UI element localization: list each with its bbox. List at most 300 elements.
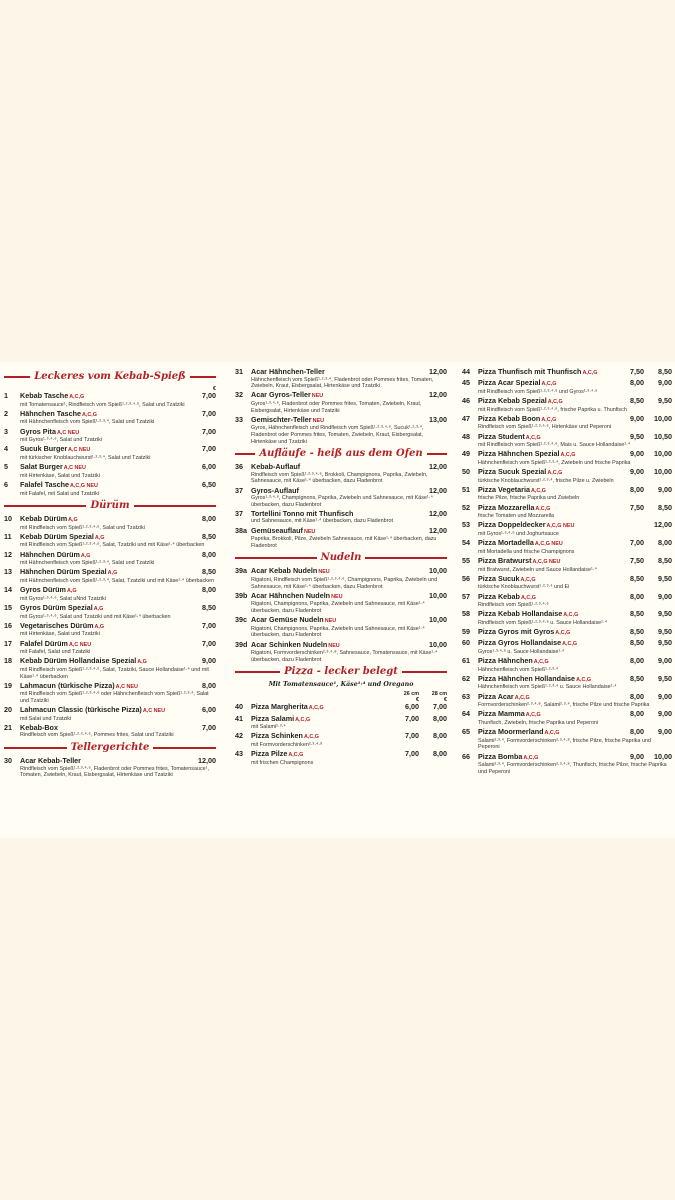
item-name: Lahmacun (türkische Pizza) (20, 681, 115, 690)
item-number: 14 (4, 585, 12, 595)
menu-item-row (462, 639, 672, 649)
item-price: 8,50 (630, 573, 644, 583)
menu-item (462, 415, 672, 431)
item-tag: NEU (311, 393, 324, 400)
item-price: 7,00 (405, 731, 419, 741)
item-price: 8,00 (202, 549, 216, 559)
item-tag: A,G (94, 623, 105, 630)
item-name: Gemüseauflauf (251, 526, 303, 535)
item-tag: A,C,G (547, 470, 563, 477)
item-name-wrap (20, 551, 188, 561)
menu-item (4, 586, 216, 602)
item-name: Pizza Bomba (478, 752, 523, 761)
item-description: mit Bratwurst, Zwiebeln und Sauce Hollandaise¹·⁴ (478, 566, 597, 573)
item-price-large: 8,00 (433, 713, 447, 723)
item-name: Acar Hähnchen-Teller (251, 368, 325, 376)
item-price-large: 9,50 (658, 673, 672, 683)
price-header-a: € (416, 697, 419, 704)
menu-item (462, 610, 672, 626)
menu-item-row (4, 392, 216, 402)
item-description: Hähnchenfleisch vom Spieß¹·²·³·⁴ u. Sauce Hollandaise¹·⁴ (478, 684, 617, 691)
menu-item (235, 487, 447, 509)
item-description: mit Mortadella und frische Champignons (478, 548, 575, 555)
item-number: 15 (4, 603, 12, 612)
section-header (235, 666, 447, 677)
item-name-wrap (478, 415, 616, 425)
item-name-wrap (478, 639, 616, 649)
menu-item-row (4, 445, 216, 455)
menu-item-row (4, 604, 216, 614)
menu-item-row (462, 486, 672, 496)
item-price: 9,00 (202, 656, 216, 666)
item-name-wrap (251, 592, 419, 602)
item-tag: A,C,G (520, 594, 536, 601)
item-tag: A,C,G (563, 612, 579, 619)
item-name-wrap (478, 710, 616, 720)
item-name-wrap (20, 586, 188, 596)
item-price: 8,00 (630, 591, 644, 601)
item-number: 49 (462, 449, 470, 459)
section-rule-right (190, 376, 216, 378)
item-name: Acar Gyros-Teller (251, 391, 311, 400)
item-name: Pizza Kebab Hollandaise (478, 610, 563, 619)
item-description: mit Hirtenkäse, Salat und Tzatziki (20, 631, 100, 638)
item-name-wrap (20, 604, 188, 614)
item-number: 65 (462, 727, 470, 737)
item-price: 12,00 (429, 525, 447, 535)
item-name-wrap (20, 724, 188, 733)
menu-item (235, 641, 447, 664)
item-number: 19 (4, 680, 12, 690)
item-name-wrap (478, 753, 616, 763)
item-number: 12 (4, 549, 12, 559)
item-price-large: 8,50 (658, 502, 672, 512)
item-name: Kebab Dürüm (20, 515, 68, 524)
menu-item (462, 657, 672, 673)
menu-item (4, 481, 216, 497)
top-blank-area (0, 0, 675, 362)
menu-column-1 (4, 368, 216, 780)
item-name-wrap (20, 410, 188, 420)
item-price: 8,50 (630, 673, 644, 683)
item-name: Pizza Sucuk Spezial (478, 468, 547, 477)
menu-item (235, 567, 447, 590)
item-price: 8,50 (630, 609, 644, 619)
item-name: Gyros Pita (20, 427, 56, 436)
item-name-wrap (251, 463, 419, 472)
item-tag: A,C,G (308, 705, 324, 712)
item-tag: A,G (80, 552, 91, 559)
item-description: mit Formvorderschinken²·³·⁴·⁸ (251, 741, 323, 748)
item-name-wrap (478, 610, 616, 620)
menu-item (235, 616, 447, 639)
item-name-wrap (20, 481, 188, 491)
item-tag: A,G (94, 534, 105, 541)
item-tag: A,C,G (295, 716, 311, 723)
item-price: 9,00 (630, 413, 644, 423)
item-price-large: 7,00 (433, 702, 447, 712)
item-price-large: 9,00 (658, 691, 672, 701)
menu-item-row (235, 368, 447, 377)
item-name: Lahmacun Classic (türkische Pizza) (20, 706, 142, 715)
menu-item (235, 592, 447, 615)
menu-item (235, 391, 447, 414)
item-description: mit Gyros¹·³·⁴·⁶ und Joghurtsauce (478, 531, 559, 538)
item-price: 8,00 (630, 727, 644, 737)
menu-item (235, 416, 447, 445)
item-name: Pizza Kebab (478, 592, 520, 601)
item-price-large: 10,00 (654, 449, 672, 459)
section-rule-left (235, 453, 255, 455)
menu-item (235, 750, 447, 766)
item-description: frische Tomaten und Mozzarella (478, 513, 555, 520)
item-number: 62 (462, 673, 470, 683)
item-name: Pizza Salami (251, 714, 295, 723)
item-price-large: 9,50 (658, 627, 672, 637)
section-title: Leckeres vom Kebab-Spieß (34, 371, 186, 382)
menu-item-row (235, 703, 447, 713)
item-tag: A,C,G (562, 641, 578, 648)
menu-item (462, 628, 672, 638)
item-price: 6,00 (405, 702, 419, 712)
item-number: 63 (462, 691, 470, 701)
item-price: 12,00 (429, 485, 447, 495)
item-description: mit Hähnchenfleisch vom Spieß¹·²·³·⁴, Salat, Tzatziki und mit Käse¹·⁴ überbacken (20, 578, 214, 585)
item-name: Kebab Dürüm Hollandaise Spezial (20, 657, 137, 666)
section-rule-left (4, 376, 30, 378)
item-name: Pizza Sucuk (478, 574, 520, 583)
item-tag: A,C,G (288, 752, 304, 759)
menu-item (462, 368, 672, 378)
item-description: mit Gyros¹·³·⁴·⁶, Salat und Tzatziki und mit Käse¹·⁴ überbacken (20, 613, 171, 620)
item-price: 10,00 (429, 590, 447, 600)
item-name-wrap (478, 557, 616, 567)
menu-item (235, 732, 447, 748)
item-name: Acar Kebab-Teller (20, 757, 81, 766)
item-name-wrap (251, 391, 419, 401)
item-tag: A,C,G NEU (546, 523, 575, 530)
item-number: 39d (235, 639, 248, 649)
item-price: 8,00 (630, 691, 644, 701)
item-description: mit Falafel, mit Salat und Tzatziki (20, 490, 99, 497)
item-price-large: 9,50 (658, 573, 672, 583)
menu-item-row (235, 641, 447, 651)
item-name-wrap (251, 616, 419, 626)
item-description: mit Rindfleisch vom Spieß¹·²·³·⁴·⁶, frische Paprika u. Thunfisch (478, 406, 627, 413)
item-number: 52 (462, 502, 470, 512)
menu-item-row (462, 539, 672, 549)
item-number: 33 (235, 414, 243, 424)
item-price: 7,00 (630, 538, 644, 548)
item-name: Gyros Dürüm Spezial (20, 604, 93, 612)
item-price: 7,00 (202, 444, 216, 454)
item-description: Rigatoni, Rindfleisch vom Spieß¹·²·³·⁴·⁶, Champignons, Paprika, Zwiebeln und Sahnesauce, mit Käse¹·⁴ überbacken, dazu Fladenbrot (251, 577, 438, 590)
menu-item (462, 521, 672, 537)
menu-item-row (462, 368, 672, 378)
menu-item-row (462, 521, 672, 531)
item-tag: A,C,G (547, 398, 563, 405)
item-tag: A,C,G (514, 694, 530, 701)
item-number: 3 (4, 426, 8, 436)
item-price: 10,00 (429, 639, 447, 649)
item-name-wrap (478, 521, 616, 531)
item-tag: A,C,G (541, 381, 557, 388)
item-number: 40 (235, 702, 243, 712)
section-header (235, 448, 447, 459)
item-description: mit Hähnchenfleisch vom Spieß¹·²·³·⁴, Salat und Tzatziki (20, 560, 155, 567)
item-name: Pizza Margherita (251, 703, 308, 712)
item-number: 37 (235, 485, 243, 495)
item-name: Pizza Pilze (251, 750, 288, 759)
bottom-blank-area (0, 838, 675, 1200)
item-tag: A,C,G (555, 630, 571, 637)
item-name: Vegetarisches Dürüm (20, 621, 94, 630)
item-price: 7,00 (202, 408, 216, 418)
item-number: 39a (235, 566, 247, 576)
item-number: 47 (462, 413, 470, 423)
item-name-wrap (478, 379, 616, 389)
menu-column-2 (235, 368, 447, 768)
menu-item-row (462, 657, 672, 667)
menu-item-row (4, 724, 216, 733)
item-description: Formvorderschinken²·³·⁴·⁸, Salami²·³·⁴, frische Pilze und frische Paprika (478, 702, 650, 709)
item-description: Rindfleisch vom Spieß¹·²·³·⁴·⁶, Brokkoli, Champignons, Paprika, Zwiebeln, Sahnesauce, mit Käse¹·⁴ überbacken, dazu Fladenbrot (251, 471, 428, 485)
menu-item (4, 515, 216, 531)
item-price: 7,00 (202, 426, 216, 436)
item-price: 7,00 (405, 713, 419, 723)
item-tag: NEU (312, 417, 324, 424)
menu-item (4, 463, 216, 479)
item-name: Acar Hähnchen Nudeln (251, 591, 331, 600)
item-name-wrap (251, 703, 391, 713)
item-name-wrap (478, 368, 616, 378)
item-tag: A,C,G (544, 730, 560, 737)
item-number: 58 (462, 609, 470, 619)
item-number: 36 (235, 462, 243, 472)
menu-item-row (462, 397, 672, 407)
menu-item (462, 593, 672, 609)
menu-item-row (235, 592, 447, 602)
menu-item (462, 728, 672, 751)
menu-item (235, 703, 447, 713)
item-price: 8,50 (202, 567, 216, 577)
item-name: Hähnchen Dürüm Spezial (20, 568, 107, 577)
menu-item (235, 510, 447, 525)
item-price-large: 10,00 (654, 751, 672, 761)
item-description: mit frischen Champignons (251, 759, 314, 766)
menu-item-row (235, 616, 447, 626)
item-tag: NEU (324, 618, 337, 625)
item-name-wrap (20, 428, 188, 438)
item-price: 8,00 (630, 709, 644, 719)
item-name-wrap (478, 504, 616, 514)
menu-item-row (462, 468, 672, 478)
item-name: Acar Schinken Nudeln (251, 640, 328, 649)
item-tag: A,C,G (520, 576, 536, 583)
section-title: Dürüm (90, 500, 130, 512)
menu-item-row (4, 551, 216, 561)
item-name: Pizza Kebab Boon (478, 414, 541, 423)
menu-item (235, 368, 447, 390)
item-name-wrap (20, 392, 188, 402)
item-name-wrap (478, 628, 616, 638)
item-description: Gyros, Hähnchenfleisch und Rindfleisch vom Spieß¹·²·³·⁴·⁶, Sucuk¹·²·³·⁴, Fladenbrot oder Pommes frites, Tomaten, Zwiebeln, Kraut, Eisbergsalat, Hirtenkäse und Tzatziki (251, 425, 424, 445)
item-number: 42 (235, 731, 243, 741)
item-description: Gyros¹·³·⁴·⁶, Champignons, Paprika, Zwiebeln und Sahnesauce, mit Käse¹·⁴ überbacken, dazu Fladenbrot (251, 495, 433, 508)
item-number: 10 (4, 514, 12, 524)
section-title: Aufläufe - heiß aus dem Ofen (259, 448, 423, 460)
item-name: Falafel Tasche (20, 480, 70, 489)
item-tag: A,C,G (303, 734, 319, 741)
item-description: Thunfisch, Zwiebeln, frische Paprika und Peperoni (478, 720, 599, 727)
item-description: mit türkischer Knoblauchwurst¹·²·³·⁴, Salat und Tzatziki (20, 454, 151, 461)
item-name: Pizza Gyros Hollandaise (478, 639, 562, 648)
item-number: 51 (462, 484, 470, 494)
item-name-wrap (251, 732, 391, 742)
item-description: Hähnchenfleisch vom Spieß¹·²·³·⁴ (478, 666, 559, 673)
item-price: 8,00 (630, 378, 644, 388)
item-number: 41 (235, 713, 243, 723)
item-name-wrap (20, 757, 188, 766)
section-header (235, 552, 447, 563)
item-name: Kebab-Auflauf (251, 463, 301, 472)
item-number: 4 (4, 444, 8, 454)
item-name: Acar Gemüse Nudeln (251, 616, 324, 625)
item-tag: A,C,G (69, 394, 85, 400)
menu-item (462, 575, 672, 591)
menu-item (4, 392, 216, 408)
item-name-wrap (478, 575, 616, 585)
item-tag: NEU (318, 569, 330, 576)
menu-item (462, 450, 672, 466)
item-price: 6,00 (202, 705, 216, 715)
menu-item-row (4, 622, 216, 632)
menu-item (235, 715, 447, 731)
item-name: Pizza Moormerland (478, 728, 544, 737)
menu-item-row (462, 415, 672, 425)
item-price: 13,00 (429, 414, 447, 424)
item-name-wrap (251, 641, 419, 651)
item-name-wrap (251, 715, 391, 725)
section-rule-right (402, 671, 447, 673)
item-price: 10,00 (429, 566, 447, 576)
item-tag: A,C,G (535, 505, 551, 512)
item-name-wrap (251, 510, 419, 519)
item-description: mit Rindfleisch vom Spieß¹·²·³·⁴·⁶, Salat, Tzatziki, Sauce Hollandaise¹·⁴ und mit Käse¹·⁴ überbacken (20, 666, 209, 680)
menu-item-row (462, 610, 672, 620)
item-name-wrap (251, 487, 419, 496)
item-price-large: 8,00 (658, 538, 672, 548)
item-name-wrap (20, 682, 188, 692)
menu-item-row (235, 567, 447, 577)
menu-item (462, 710, 672, 726)
item-price: 12,00 (429, 508, 447, 518)
item-price: 12,00 (429, 367, 447, 376)
menu-item (4, 604, 216, 620)
item-name: Falafel Dürüm (20, 639, 68, 648)
item-description: mit Rindfleisch vom Spieß¹·²·³·⁴·⁶, Salat, Tzatziki und mit Käse¹·⁴ überbacken (20, 542, 205, 549)
menu-item-row (235, 487, 447, 496)
item-price-large: 9,00 (658, 591, 672, 601)
item-price: 7,00 (202, 638, 216, 648)
item-name: Pizza Doppeldecker (478, 521, 546, 530)
menu-item-row (462, 450, 672, 460)
item-name-wrap (478, 397, 616, 407)
item-price-large: 12,00 (654, 520, 672, 530)
item-name: Salat Burger (20, 463, 63, 472)
menu-item-row (462, 710, 672, 720)
item-price-large: 9,50 (658, 395, 672, 405)
item-name: Gyros-Auflauf (251, 486, 299, 495)
section-header (4, 371, 216, 382)
item-description: Hähnchenfleisch vom Spieß¹·²·³·⁴, Fladenbrot oder Pommes frites, Tomaten, Zwiebeln, Kraut, Eisbergsalat, Hirtenkäse und Tzatziki (251, 376, 434, 390)
item-name-wrap (478, 675, 616, 685)
menu-item-row (4, 410, 216, 420)
menu-item (462, 486, 672, 502)
item-name-wrap (478, 486, 616, 496)
item-name: Pizza Vegetaria (478, 485, 530, 494)
item-number: 44 (462, 367, 470, 376)
item-name: Gemischter-Teller (251, 415, 312, 424)
item-number: 21 (4, 722, 12, 732)
menu-item (462, 675, 672, 691)
item-tag: A,C NEU (68, 447, 91, 454)
item-tag: NEU (303, 528, 316, 535)
menu-column-3 (462, 368, 672, 777)
item-description: frische Pilze, frische Paprika und Zwiebeln (478, 495, 580, 502)
item-price-large: 10,50 (654, 431, 672, 441)
menu-item (462, 504, 672, 520)
item-description: Rindfleisch vom Spieß¹·²·³·⁴·⁶, Hirtenkäse und Peperoni (478, 424, 612, 431)
menu-item-row (235, 715, 447, 725)
section-header (4, 500, 216, 511)
item-number: 39b (235, 590, 248, 600)
item-description: Gyros¹·³·⁴·⁶ u. Sauce Hollandaise¹·⁴ (478, 648, 565, 655)
item-price: 8,50 (630, 395, 644, 405)
item-number: 37 (235, 508, 243, 518)
item-price: 7,50 (630, 556, 644, 565)
item-price: 9,00 (630, 751, 644, 761)
item-number: 6 (4, 479, 8, 489)
item-number: 20 (4, 705, 12, 715)
item-number: 48 (462, 431, 470, 441)
item-price-large: 9,00 (658, 656, 672, 666)
item-name: Kebab-Box (20, 723, 58, 732)
item-tag: A,G (137, 659, 147, 666)
item-tag: A,C,G NEU (532, 559, 561, 565)
item-name-wrap (20, 568, 188, 578)
menu-item (4, 757, 216, 779)
item-tag: A,G (93, 606, 104, 612)
item-tag: A,C,G (582, 370, 598, 376)
menu-item (4, 682, 216, 705)
item-description: Rindfleisch vom Spieß¹·²·³·⁴·⁶, Pommes frites, Salat und Tzatziki (20, 732, 174, 739)
item-description: Rindfleisch vom Spieß¹·²·³·⁴·⁶ (478, 602, 549, 609)
item-price: 9,50 (630, 431, 644, 441)
item-name: Pizza Mortadella (478, 539, 534, 548)
item-price: 8,50 (202, 603, 216, 612)
item-number: 46 (462, 395, 470, 405)
item-name: Hähnchen Tasche (20, 409, 81, 418)
item-name: Pizza Mozzarella (478, 503, 535, 512)
item-number: 30 (4, 756, 12, 766)
menu-item (4, 445, 216, 461)
menu-item-row (462, 504, 672, 514)
item-number: 32 (235, 390, 243, 400)
section-rule-right (427, 453, 447, 455)
menu-item (4, 724, 216, 739)
menu-item-row (235, 732, 447, 742)
